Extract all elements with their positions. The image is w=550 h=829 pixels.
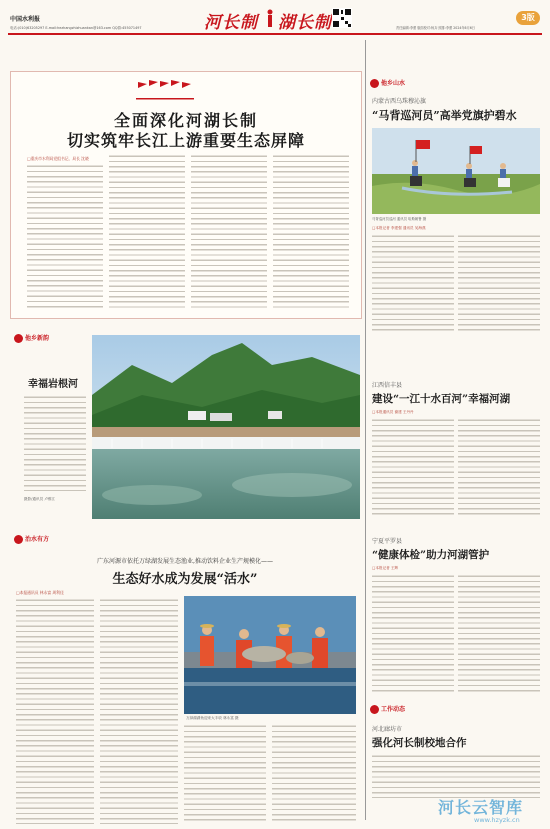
editor-info: 责任编辑:李蕾 版面校对:杨卉 照排:李蕾 2024年6月6日 [396,26,475,30]
watermark [438,795,548,827]
right-top-article [370,78,542,338]
lead-body-col-1 [27,164,103,310]
right-top-kicker: 内蒙古西乌珠穆沁旗 [372,98,427,105]
rural-text [24,395,86,491]
lead-body-col-4 [273,154,349,310]
column-logo-icon [266,9,274,27]
badge-dot-icon [370,705,379,714]
practice-photo [184,596,356,714]
practice-byline: □本报通讯员 林永富 周利佳 [16,590,64,595]
rural-badge [14,333,49,343]
lead-body-col-3 [191,154,267,310]
right-low-kicker: 宁夏平罗县 [372,538,403,545]
rural-badge-label: 他乡新韵 [25,335,50,342]
practice-photo-caption: 万绿湖湖鱼迎来大丰收 林永富 摄 [186,716,239,720]
practice-col-4 [272,724,356,824]
practice-kicker: 广东河源市依托万绿湖发展生态渔业,推动饮料企业生产规模化—— [97,558,273,565]
column-title-right: 湖长制 [278,13,332,33]
right-low-col-2 [458,574,540,694]
right-top-badge [370,78,405,88]
bottom-right-kicker: 河北廊坊市 [372,726,403,733]
paper-name: 中国水利报 [10,16,41,23]
right-low-col-1 [372,574,454,694]
right-top-byline: □本报记者 李建强 通讯员 吴海燕 [372,226,426,230]
right-top-photo [372,128,540,214]
rural-credit: 摄影/通讯员 卢维江 [24,497,56,501]
lead-headline-2: 切实筑牢长江上游重要生态屏障 [66,131,305,150]
lead-body-col-2 [109,154,185,310]
masthead [8,4,542,32]
column-title-left: 河长制 [204,13,258,33]
right-low-article [370,536,542,696]
right-mid-article [370,380,542,520]
lead-author: □重庆市水利局党组书记、局长 沈晓 [27,156,89,161]
right-mid-kicker: 江西信丰县 [372,382,403,389]
practice-badge [14,534,49,544]
bottom-right-badge [370,704,405,714]
bottom-right-headline: 强化河长制校地合作 [372,737,467,749]
qr-code-icon [332,8,352,28]
bottom-right-col [372,754,540,798]
right-top-photo-caption: 马背巡河员巡河 通讯员 哈斯朝鲁 摄 [372,217,427,221]
contact-info: 电话:(010)63205297 E-mail:hezhangzhizhuankan@163.com QQ群:455071497 [10,26,142,30]
rural-section [10,325,360,525]
right-mid-byline: □本报通讯员 谢建 王丹丹 [372,410,414,414]
right-top-col-1 [372,234,454,334]
badge-dot-icon [370,79,379,88]
practice-col-3 [184,724,266,824]
right-top-badge-label: 他乡山水 [381,80,406,87]
right-top-headline: “马背巡河员”高举党旗护碧水 [372,109,517,122]
lead-headline-1: 全面深化河湖长制 [113,111,258,130]
bottom-right-badge-label: 工作动态 [381,706,406,713]
badge-dot-icon [14,535,23,544]
right-low-headline: “健康体检”助力河湖管护 [372,549,490,561]
right-mid-col-2 [458,418,540,518]
practice-headline: 生态好水成为发展“活水” [112,572,258,587]
right-low-byline: □本报记者 王辉 [372,566,399,570]
masthead-rule [8,33,542,35]
right-mid-col-1 [372,418,454,518]
rural-title: 幸福岩根河 [28,379,78,390]
lead-article [10,71,362,319]
practice-badge-label: 治水有方 [25,536,50,543]
page-number: 3版 [516,11,540,25]
right-mid-headline: 建设“一江十水百河”幸福河湖 [372,393,511,405]
practice-col-2 [100,598,178,824]
rural-photo [92,335,360,519]
practice-col-1 [16,598,94,824]
badge-dot-icon [14,334,23,343]
party-flags-icon [133,78,199,100]
right-top-col-2 [458,234,540,334]
practice-section [10,528,360,828]
watermark-url: www.hzyzk.cn [474,816,520,824]
watermark-brand: 河长云智库 [438,798,524,817]
column-divider [365,40,366,820]
